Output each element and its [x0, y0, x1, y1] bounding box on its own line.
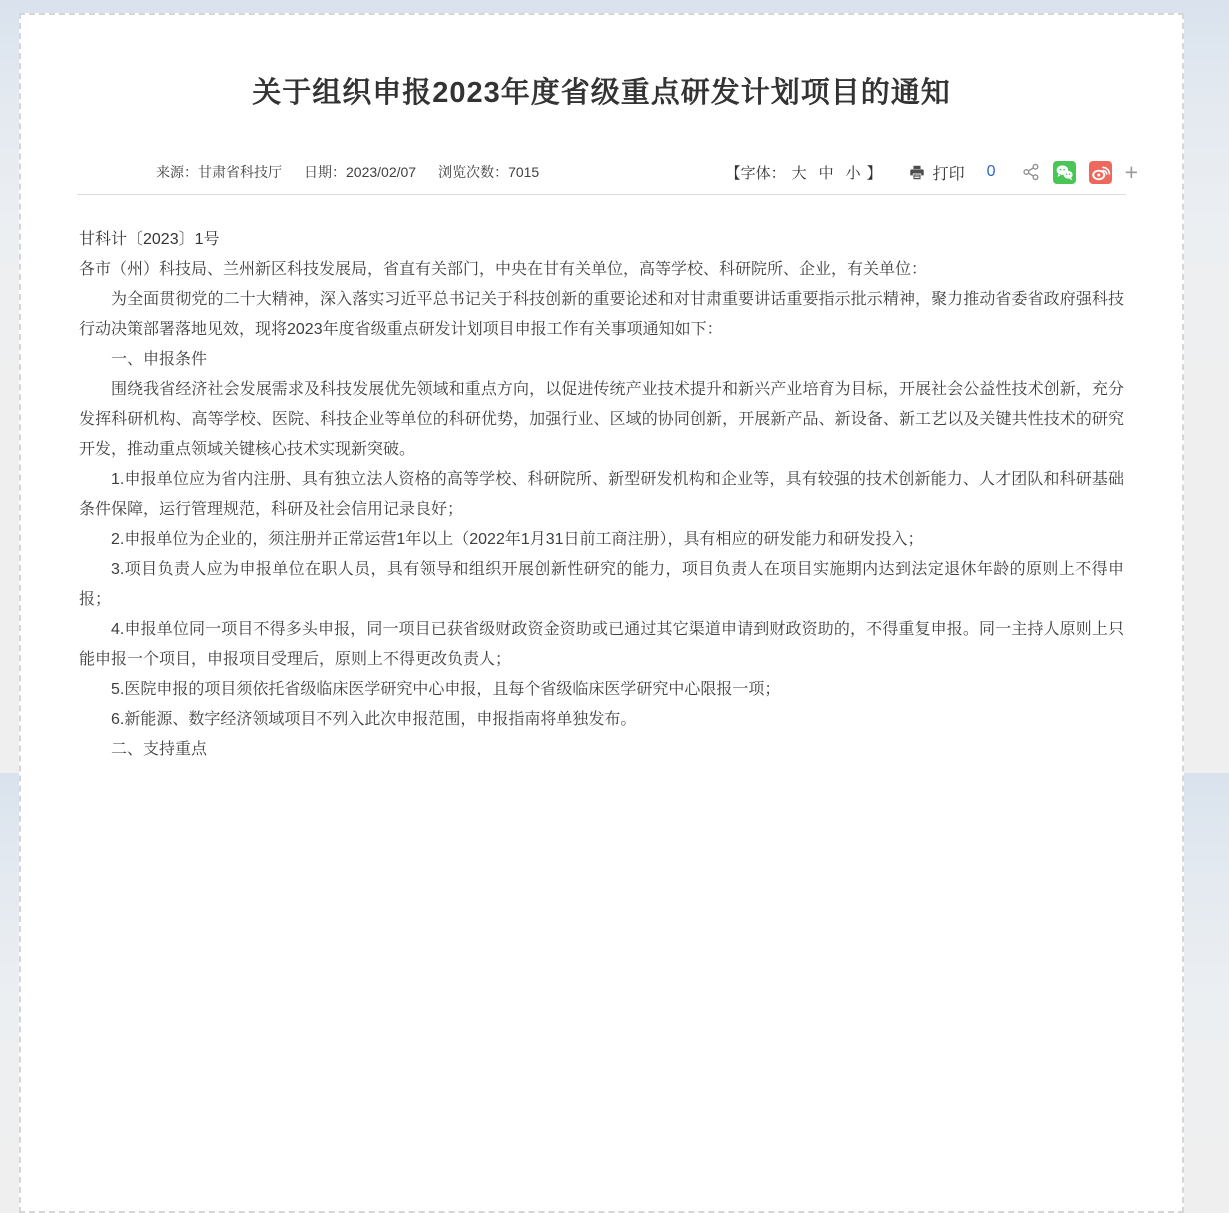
font-ctrl-prefix: 【字体： — [725, 164, 786, 182]
meta-views: 浏览次数：7015 — [438, 164, 540, 180]
paragraph: 为全面贯彻党的二十大精神，深入落实习近平总书记关于科技创新的重要论述和对甘肃重要讲话重要指示批示精神，聚力推动省委省政府强科技行动决策部署落地见效，现将2023年度省级重点研发计划项目申报工作有关事项通知如下： — [79, 291, 1124, 338]
content-card — [19, 13, 1184, 1213]
font-size-small-button[interactable]: 小 — [845, 164, 861, 182]
font-size-control — [726, 162, 882, 183]
print-label: 打印 — [932, 165, 965, 183]
meta-date: 日期：2023/02/07 — [304, 164, 417, 180]
font-size-large-button[interactable]: 大 — [791, 164, 807, 182]
document-number: 甘科计〔2023〕1号 — [79, 231, 220, 248]
wechat-share-button[interactable] — [1053, 161, 1076, 184]
meta-source: 来源：甘肃省科技厅 — [156, 164, 282, 180]
article-meta — [156, 162, 539, 182]
toolbar — [725, 158, 1138, 185]
paragraph: 2.申报单位为企业的，须注册并正常运营1年以上（2022年1月31日前工商注册），具有相应的研发能力和研发投入； — [111, 531, 924, 548]
share-count: 0 — [986, 163, 996, 180]
paragraph-list — [79, 255, 1124, 765]
font-ctrl-suffix: 】 — [866, 164, 882, 182]
paragraph: 3.项目负责人应为申报单位在职人员，具有领导和组织开展创新性研究的能力，项目负责人在项目实施期内达到法定退休年龄的原则上不得申报； — [79, 561, 1124, 608]
font-size-medium-button[interactable]: 中 — [818, 164, 834, 182]
share-button[interactable] — [1022, 163, 1040, 181]
paragraph: 1.申报单位应为省内注册、具有独立法人资格的高等学校、科研院所、新型研发机构和企业等，具有较强的技术创新能力、人才团队和科研基础条件保障，运行管理规范，科研及社会信用记录良好； — [79, 471, 1124, 518]
paragraph: 4.申报单位同一项目不得多头申报，同一项目已获省级财政资金资助或已通过其它渠道申请到财政资助的，不得重复申报。同一主持人原则上只能申报一个项目，申报项目受理后，原则上不得更改负责人； — [79, 621, 1124, 668]
meta-toolbar-row — [21, 159, 1182, 185]
weibo-share-button[interactable] — [1089, 161, 1112, 184]
print-button[interactable] — [908, 161, 965, 184]
header-divider — [77, 194, 1126, 195]
more-share-button[interactable]: + — [1124, 158, 1138, 185]
share-icon — [1022, 163, 1040, 181]
weibo-icon — [1090, 162, 1111, 183]
paragraph: 5.医院申报的项目须依托省级临床医学研究中心申报，且每个省级临床医学研究中心限报一项； — [111, 681, 781, 698]
article-body — [21, 225, 1182, 765]
paragraph: 6.新能源、数字经济领域项目不列入此次申报范围，申报指南将单独发布。 — [111, 711, 637, 728]
paragraph: 二、支持重点 — [111, 741, 208, 758]
paragraph: 一、申报条件 — [111, 351, 208, 368]
paragraph: 围绕我省经济社会发展需求及科技发展优先领域和重点方向，以促进传统产业技术提升和新兴产业培育为目标，开展社会公益性技术创新，充分发挥科研机构、高等学校、医院、科技企业等单位的科研优势，加强行业、区域的协同创新，开展新产品、新设备、新工艺以及关键共性技术的研究开发，推动重点领域关键核心技术实现新突破。 — [79, 381, 1124, 458]
printer-icon — [908, 164, 926, 181]
page-title: 关于组织申报2023年度省级重点研发计划项目的通知 — [252, 77, 951, 109]
paragraph: 各市（州）科技局、兰州新区科技发展局，省直有关部门，中央在甘有关单位，高等学校、科研院所、企业，有关单位： — [79, 261, 928, 278]
wechat-icon — [1054, 162, 1075, 183]
